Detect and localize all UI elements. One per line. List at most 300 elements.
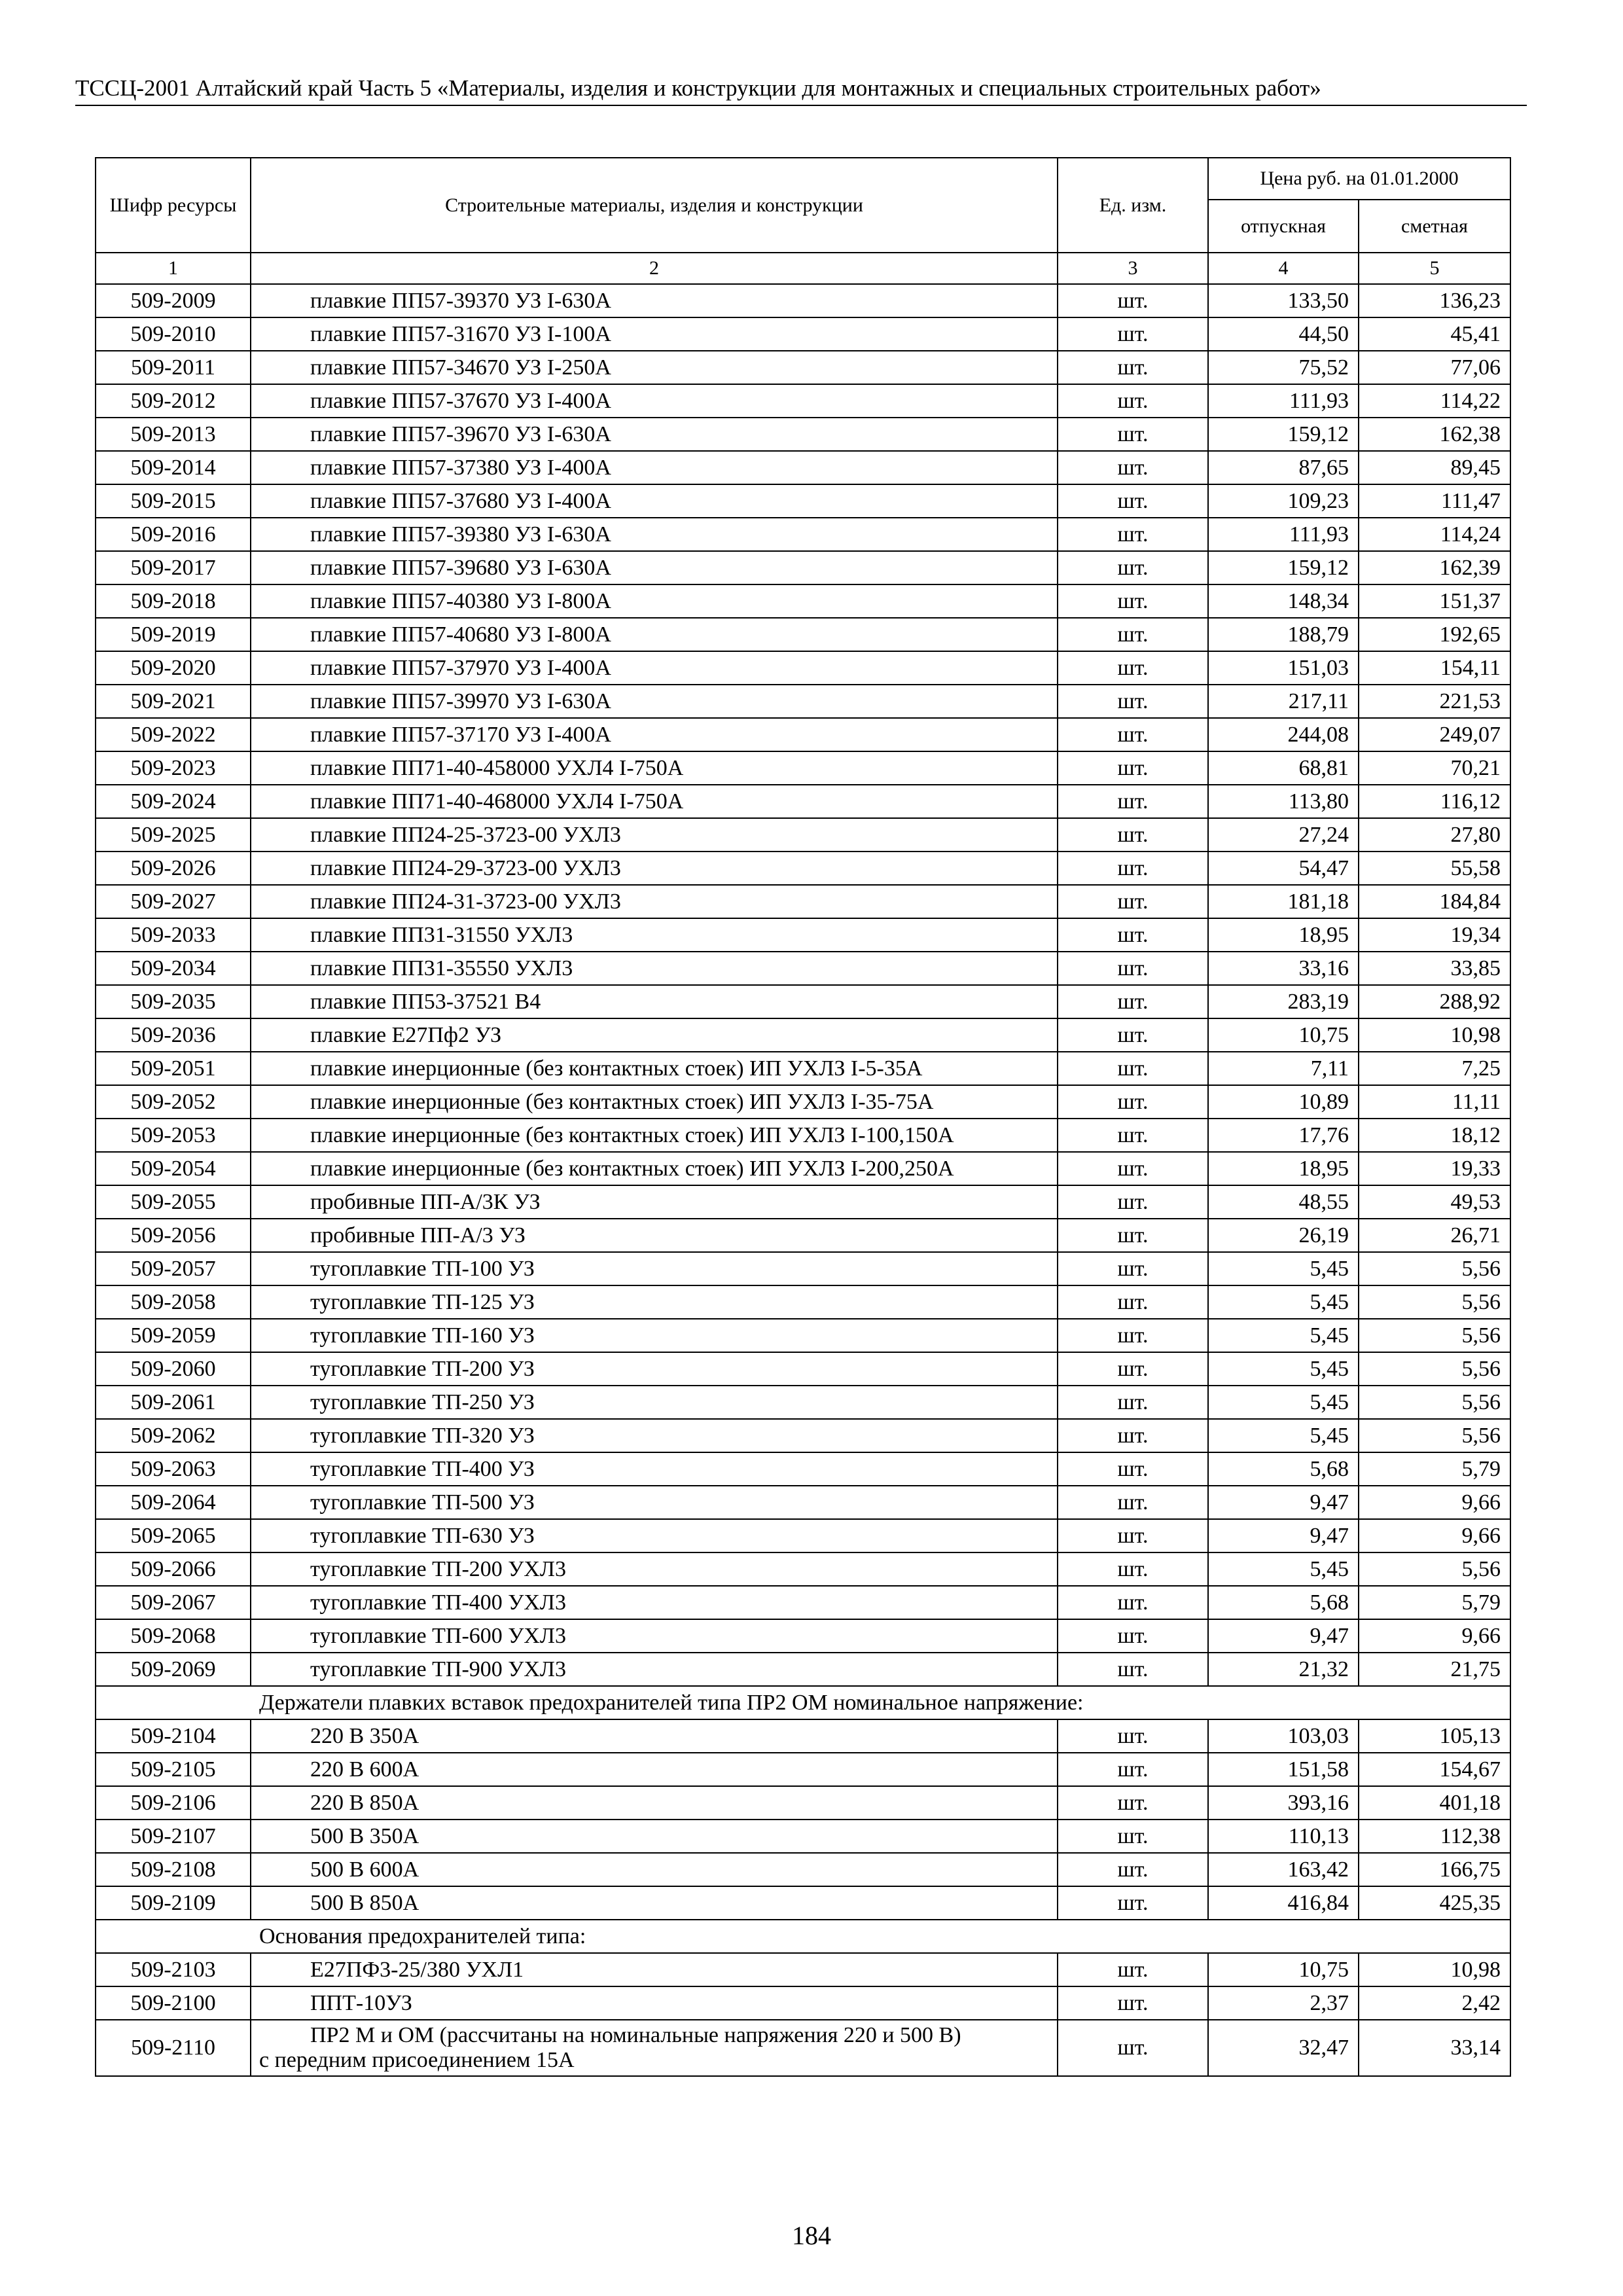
row-name: плавкие ПП57-40380 УЗ I-800А — [251, 584, 1058, 618]
table-row — [96, 1319, 1510, 1352]
row-price-release: 5,45 — [1208, 1352, 1359, 1386]
row-unit: шт. — [1058, 584, 1208, 618]
table-row — [96, 918, 1510, 952]
row-unit: шт. — [1058, 1886, 1208, 1920]
row-price-release: 9,47 — [1208, 1619, 1359, 1653]
row-unit: шт. — [1058, 1018, 1208, 1052]
row-price-release: 33,16 — [1208, 952, 1359, 985]
row-name: плавкие инерционные (без контактных стоек) ИП УХЛЗ I-35-75А — [251, 1085, 1058, 1119]
row-price-release: 151,03 — [1208, 651, 1359, 685]
row-price-estimate: 221,53 — [1359, 685, 1510, 718]
row-code: 509-2100 — [96, 1986, 251, 2020]
row-price-estimate: 18,12 — [1359, 1119, 1510, 1152]
row-code: 509-2021 — [96, 685, 251, 718]
table-row — [96, 584, 1510, 618]
row-code: 509-2067 — [96, 1586, 251, 1619]
row-name: плавкие ПП53-37521 В4 — [251, 985, 1058, 1018]
row-price-estimate: 19,34 — [1359, 918, 1510, 952]
row-code: 509-2059 — [96, 1319, 251, 1352]
row-name: тугоплавкие ТП-400 УХЛ3 — [251, 1586, 1058, 1619]
row-code: 509-2010 — [96, 317, 251, 351]
row-name: плавкие ПП57-37380 УЗ I-400А — [251, 451, 1058, 484]
row-price-estimate: 89,45 — [1359, 451, 1510, 484]
row-price-release: 148,34 — [1208, 584, 1359, 618]
row-unit: шт. — [1058, 1119, 1208, 1152]
row-code: 509-2062 — [96, 1419, 251, 1452]
row-price-release: 18,95 — [1208, 1152, 1359, 1185]
page-number: 184 — [792, 2221, 831, 2250]
row-price-estimate: 77,06 — [1359, 351, 1510, 384]
row-code: 509-2011 — [96, 351, 251, 384]
row-unit: шт. — [1058, 451, 1208, 484]
row-price-release: 17,76 — [1208, 1119, 1359, 1152]
base-rows — [96, 1953, 1510, 2020]
table-row — [96, 317, 1510, 351]
column-number: 4 — [1208, 253, 1359, 284]
row-price-estimate: 154,11 — [1359, 651, 1510, 685]
row-unit: шт. — [1058, 751, 1208, 785]
header-price-group: Цена руб. на 01.01.2000 — [1208, 158, 1510, 200]
row-price-release: 217,11 — [1208, 685, 1359, 718]
table-row — [96, 1552, 1510, 1586]
table-row — [96, 1786, 1510, 1820]
row-price-estimate: 401,18 — [1359, 1786, 1510, 1820]
row-price-estimate: 105,13 — [1359, 1719, 1510, 1753]
table-row — [96, 551, 1510, 584]
row-name-line: ПР2 М и ОМ (рассчитаны на номинальные напряжения 220 и 500 В) — [310, 2023, 961, 2047]
row-price-estimate: 5,56 — [1359, 1319, 1510, 1352]
row-price-release: 393,16 — [1208, 1786, 1359, 1820]
row-code: 509-2035 — [96, 985, 251, 1018]
row-price-release: 159,12 — [1208, 418, 1359, 451]
table-row — [96, 1252, 1510, 1285]
row-name: плавкие ПП31-35550 УХЛ3 — [251, 952, 1058, 985]
row-name: пробивные ПП-А/3 УЗ — [251, 1219, 1058, 1252]
row-unit: шт. — [1058, 1386, 1208, 1419]
row-name: ППТ-10УЗ — [251, 1986, 1058, 2020]
bases-section — [96, 1920, 1510, 1953]
row-price-estimate: 5,79 — [1359, 1586, 1510, 1619]
row-price-release: 110,13 — [1208, 1820, 1359, 1853]
row-price-release: 151,58 — [1208, 1753, 1359, 1786]
row-price-release: 5,45 — [1208, 1419, 1359, 1452]
row-code: 509-2069 — [96, 1653, 251, 1686]
row-code: 509-2025 — [96, 818, 251, 852]
row-name: тугоплавкие ТП-500 УЗ — [251, 1486, 1058, 1519]
row-name: тугоплавкие ТП-200 УЗ — [251, 1352, 1058, 1386]
row-unit: шт. — [1058, 1152, 1208, 1185]
row-code: 509-2019 — [96, 618, 251, 651]
row-code: 509-2014 — [96, 451, 251, 484]
row-code: 509-2107 — [96, 1820, 251, 1853]
row-unit: шт. — [1058, 785, 1208, 818]
row-unit: шт. — [1058, 1786, 1208, 1820]
table-header-row — [96, 158, 1510, 200]
row-unit: шт. — [1058, 418, 1208, 451]
row-unit: шт. — [1058, 1753, 1208, 1786]
row-unit: шт. — [1058, 952, 1208, 985]
row-code: 509-2061 — [96, 1386, 251, 1419]
row-code: 509-2068 — [96, 1619, 251, 1653]
row-code: 509-2026 — [96, 852, 251, 885]
table-row — [96, 518, 1510, 551]
section-title: Основания предохранителей типа: — [96, 1920, 1510, 1953]
row-price-release: 113,80 — [1208, 785, 1359, 818]
column-number: 3 — [1058, 253, 1208, 284]
holder-rows — [96, 1719, 1510, 1920]
row-name: плавкие инерционные (без контактных стоек) ИП УХЛЗ I-100,150А — [251, 1119, 1058, 1152]
row-price-estimate: 10,98 — [1359, 1018, 1510, 1052]
row-unit: шт. — [1058, 1185, 1208, 1219]
row-name: Е27ПФ3-25/380 УХЛ1 — [251, 1953, 1058, 1986]
table-row — [96, 1853, 1510, 1886]
table-row — [96, 685, 1510, 718]
row-price-release: 27,24 — [1208, 818, 1359, 852]
row-unit: шт. — [1058, 484, 1208, 518]
row-price-estimate: 114,24 — [1359, 518, 1510, 551]
row-price-estimate: 162,39 — [1359, 551, 1510, 584]
row-unit: шт. — [1058, 852, 1208, 885]
row-price-release: 159,12 — [1208, 551, 1359, 584]
row-price-release: 9,47 — [1208, 1519, 1359, 1552]
row-unit: шт. — [1058, 1419, 1208, 1452]
row-unit: шт. — [1058, 1486, 1208, 1519]
row-price-estimate: 5,56 — [1359, 1552, 1510, 1586]
row-price-estimate: 11,11 — [1359, 1085, 1510, 1119]
row-code: 509-2024 — [96, 785, 251, 818]
column-number: 2 — [251, 253, 1058, 284]
table-row — [96, 1119, 1510, 1152]
table-row — [96, 1753, 1510, 1786]
table-row — [96, 2020, 1510, 2076]
row-code: 509-2103 — [96, 1953, 251, 1986]
row-code: 509-2013 — [96, 418, 251, 451]
table-row — [96, 284, 1510, 317]
row-price-estimate: 9,66 — [1359, 1519, 1510, 1552]
row-price-estimate: 9,66 — [1359, 1619, 1510, 1653]
row-name: 220 В 350А — [251, 1719, 1058, 1753]
row-price-release: 75,52 — [1208, 351, 1359, 384]
row-unit: шт. — [1058, 1986, 1208, 2020]
column-number: 1 — [96, 253, 251, 284]
row-name: 500 В 350А — [251, 1820, 1058, 1853]
row-name: 220 В 850А — [251, 1786, 1058, 1820]
row-price-estimate: 136,23 — [1359, 284, 1510, 317]
row-unit: шт. — [1058, 918, 1208, 952]
row-price-release: 44,50 — [1208, 317, 1359, 351]
table-row — [96, 351, 1510, 384]
row-name: плавкие инерционные (без контактных стоек) ИП УХЛЗ I-5-35А — [251, 1052, 1058, 1085]
row-price-estimate: 111,47 — [1359, 484, 1510, 518]
row-unit: шт. — [1058, 351, 1208, 384]
row-code: 509-2064 — [96, 1486, 251, 1519]
row-price-estimate: 116,12 — [1359, 785, 1510, 818]
row-price-release: 109,23 — [1208, 484, 1359, 518]
row-price-release: 10,75 — [1208, 1018, 1359, 1052]
row-unit: шт. — [1058, 1719, 1208, 1753]
row-code: 509-2066 — [96, 1552, 251, 1586]
row-code: 509-2053 — [96, 1119, 251, 1152]
row-price-release: 111,93 — [1208, 384, 1359, 418]
row-code: 509-2017 — [96, 551, 251, 584]
row-code: 509-2060 — [96, 1352, 251, 1386]
row-code: 509-2057 — [96, 1252, 251, 1285]
row-unit: шт. — [1058, 685, 1208, 718]
row-code: 509-2063 — [96, 1452, 251, 1486]
table-row — [96, 1152, 1510, 1185]
row-unit: шт. — [1058, 1319, 1208, 1352]
row-name: тугоплавкие ТП-600 УХЛ3 — [251, 1619, 1058, 1653]
row-price-estimate: 114,22 — [1359, 384, 1510, 418]
row-price-release: 26,19 — [1208, 1219, 1359, 1252]
row-name: пробивные ПП-А/3К УЗ — [251, 1185, 1058, 1219]
row-name: тугоплавкие ТП-250 УЗ — [251, 1386, 1058, 1419]
row-code: 509-2108 — [96, 1853, 251, 1886]
row-code: 509-2022 — [96, 718, 251, 751]
row-code: 509-2055 — [96, 1185, 251, 1219]
table-row — [96, 1219, 1510, 1252]
last-row-group — [96, 2020, 1510, 2076]
row-price-estimate: 21,75 — [1359, 1653, 1510, 1686]
row-unit: шт. — [1058, 1586, 1208, 1619]
row-unit: шт. — [1058, 1352, 1208, 1386]
row-unit: шт. — [1058, 551, 1208, 584]
row-name: тугоплавкие ТП-160 УЗ — [251, 1319, 1058, 1352]
row-unit: шт. — [1058, 518, 1208, 551]
holders-section — [96, 1686, 1510, 1719]
row-price-release: 48,55 — [1208, 1185, 1359, 1219]
row-name: плавкие ПП57-39970 УЗ I-630А — [251, 685, 1058, 718]
row-name: тугоплавкие ТП-125 УЗ — [251, 1285, 1058, 1319]
table-row — [96, 1452, 1510, 1486]
row-price-estimate: 192,65 — [1359, 618, 1510, 651]
row-price-release: 5,45 — [1208, 1285, 1359, 1319]
row-name: плавкие ПП31-31550 УХЛ3 — [251, 918, 1058, 952]
table-row — [96, 952, 1510, 985]
row-name: плавкие ПП57-39670 УЗ I-630А — [251, 418, 1058, 451]
table-row — [96, 484, 1510, 518]
row-name: плавкие ПП57-37680 УЗ I-400А — [251, 484, 1058, 518]
row-price-release: 7,11 — [1208, 1052, 1359, 1085]
row-name: плавкие ПП57-37670 УЗ I-400А — [251, 384, 1058, 418]
fuse-rows — [96, 284, 1510, 1686]
row-price-estimate: 166,75 — [1359, 1853, 1510, 1886]
row-name: тугоплавкие ТП-630 УЗ — [251, 1519, 1058, 1552]
table-row — [96, 651, 1510, 685]
row-price-release: 5,45 — [1208, 1552, 1359, 1586]
row-code: 509-2104 — [96, 1719, 251, 1753]
row-price-release: 163,42 — [1208, 1853, 1359, 1886]
row-name: плавкие ПП57-39380 УЗ I-630А — [251, 518, 1058, 551]
row-unit: шт. — [1058, 317, 1208, 351]
row-code: 509-2054 — [96, 1152, 251, 1185]
row-price-estimate: 112,38 — [1359, 1820, 1510, 1853]
row-unit: шт. — [1058, 1953, 1208, 1986]
row-price-estimate: 162,38 — [1359, 418, 1510, 451]
header-price-estimate: сметная — [1359, 200, 1510, 253]
row-price-estimate: 5,56 — [1359, 1352, 1510, 1386]
row-unit: шт. — [1058, 885, 1208, 918]
row-price-estimate: 151,37 — [1359, 584, 1510, 618]
table-row — [96, 985, 1510, 1018]
table-row — [96, 1352, 1510, 1386]
header-price-release: отпускная — [1208, 200, 1359, 253]
row-unit: шт. — [1058, 985, 1208, 1018]
row-price-estimate: 2,42 — [1359, 1986, 1510, 2020]
row-unit: шт. — [1058, 1519, 1208, 1552]
row-code: 509-2056 — [96, 1219, 251, 1252]
running-header: ТССЦ-2001 Алтайский край Часть 5 «Материалы, изделия и конструкции для монтажных и специальных строительных работ» — [75, 73, 1527, 106]
table-row — [96, 1886, 1510, 1920]
row-name: плавкие ПП57-37170 УЗ I-400А — [251, 718, 1058, 751]
row-price-estimate: 184,84 — [1359, 885, 1510, 918]
table-row — [96, 1619, 1510, 1653]
row-price-release: 54,47 — [1208, 852, 1359, 885]
row-name: плавкие ПП71-40-468000 УХЛ4 I-750А — [251, 785, 1058, 818]
row-price-estimate: 425,35 — [1359, 1886, 1510, 1920]
row-price-estimate: 55,58 — [1359, 852, 1510, 885]
column-number: 5 — [1359, 253, 1510, 284]
row-name: плавкие инерционные (без контактных стоек) ИП УХЛЗ I-200,250А — [251, 1152, 1058, 1185]
row-name: плавкие ПП57-31670 УЗ I-100А — [251, 317, 1058, 351]
row-code: 509-2058 — [96, 1285, 251, 1319]
row-unit: шт. — [1058, 1085, 1208, 1119]
row-code: 509-2051 — [96, 1052, 251, 1085]
table-row — [96, 1018, 1510, 1052]
row-code: 509-2027 — [96, 885, 251, 918]
row-unit: шт. — [1058, 1653, 1208, 1686]
row-price-estimate: 26,71 — [1359, 1219, 1510, 1252]
row-name: плавкие ПП24-25-3723-00 УХЛ3 — [251, 818, 1058, 852]
table-row — [96, 1419, 1510, 1452]
row-name: плавкие ПП71-40-458000 УХЛ4 I-750А — [251, 751, 1058, 785]
row-code: 509-2034 — [96, 952, 251, 985]
row-unit: шт. — [1058, 1452, 1208, 1486]
row-price-estimate: 19,33 — [1359, 1152, 1510, 1185]
row-code: 509-2033 — [96, 918, 251, 952]
table-row — [96, 1719, 1510, 1753]
row-price-release: 2,37 — [1208, 1986, 1359, 2020]
row-unit: шт. — [1058, 384, 1208, 418]
row-name: 500 В 850А — [251, 1886, 1058, 1920]
row-unit: шт. — [1058, 1219, 1208, 1252]
row-name: плавкие ПП57-39370 УЗ I-630А — [251, 284, 1058, 317]
row-price-estimate: 249,07 — [1359, 718, 1510, 751]
row-name: тугоплавкие ТП-400 УЗ — [251, 1452, 1058, 1486]
header-unit: Ед. изм. — [1058, 158, 1208, 253]
row-price-release: 18,95 — [1208, 918, 1359, 952]
row-name — [251, 2020, 1058, 2076]
row-name: плавкие ПП57-34670 УЗ I-250А — [251, 351, 1058, 384]
table-row — [96, 852, 1510, 885]
row-price-release: 188,79 — [1208, 618, 1359, 651]
row-code: 509-2105 — [96, 1753, 251, 1786]
row-code: 509-2009 — [96, 284, 251, 317]
table-row — [96, 1986, 1510, 2020]
row-price-release: 21,32 — [1208, 1653, 1359, 1686]
row-price-estimate: 5,56 — [1359, 1419, 1510, 1452]
row-price-release: 10,75 — [1208, 1953, 1359, 1986]
row-name: плавкие ПП24-31-3723-00 УХЛ3 — [251, 885, 1058, 918]
row-name: тугоплавкие ТП-100 УЗ — [251, 1252, 1058, 1285]
section-title-row — [96, 1920, 1510, 1953]
row-price-estimate: 33,14 — [1359, 2020, 1510, 2076]
table-row — [96, 1953, 1510, 1986]
table-row — [96, 751, 1510, 785]
row-price-release: 5,68 — [1208, 1452, 1359, 1486]
row-name-line: с передним присоединением 15А — [259, 2048, 575, 2072]
row-code: 509-2023 — [96, 751, 251, 785]
table-row — [96, 1386, 1510, 1419]
table-row — [96, 384, 1510, 418]
section-title-row — [96, 1686, 1510, 1719]
row-name: тугоплавкие ТП-900 УХЛ3 — [251, 1653, 1058, 1686]
table-row — [96, 1586, 1510, 1619]
table-row — [96, 1185, 1510, 1219]
row-unit: шт. — [1058, 284, 1208, 317]
header-code: Шифр ресурсы — [96, 158, 251, 253]
row-price-estimate: 288,92 — [1359, 985, 1510, 1018]
table-row — [96, 1519, 1510, 1552]
row-unit: шт. — [1058, 651, 1208, 685]
row-unit: шт. — [1058, 818, 1208, 852]
row-unit: шт. — [1058, 718, 1208, 751]
row-price-release: 87,65 — [1208, 451, 1359, 484]
row-name: плавкие ПП57-39680 УЗ I-630А — [251, 551, 1058, 584]
price-table — [95, 157, 1511, 2077]
row-price-estimate: 70,21 — [1359, 751, 1510, 785]
row-unit: шт. — [1058, 1853, 1208, 1886]
row-price-release: 133,50 — [1208, 284, 1359, 317]
row-price-estimate: 7,25 — [1359, 1052, 1510, 1085]
row-price-estimate: 33,85 — [1359, 952, 1510, 985]
row-code: 509-2110 — [96, 2020, 251, 2076]
row-price-estimate: 5,56 — [1359, 1285, 1510, 1319]
row-code: 509-2020 — [96, 651, 251, 685]
row-price-release: 111,93 — [1208, 518, 1359, 551]
row-price-release: 9,47 — [1208, 1486, 1359, 1519]
table-row — [96, 1820, 1510, 1853]
row-price-release: 5,45 — [1208, 1252, 1359, 1285]
row-price-estimate: 49,53 — [1359, 1185, 1510, 1219]
table-row — [96, 718, 1510, 751]
table-row — [96, 1285, 1510, 1319]
row-price-estimate: 45,41 — [1359, 317, 1510, 351]
row-price-estimate: 10,98 — [1359, 1953, 1510, 1986]
row-code: 509-2016 — [96, 518, 251, 551]
table-row — [96, 1052, 1510, 1085]
section-title: Держатели плавких вставок предохранителей типа ПР2 ОМ номинальное напряжение: — [96, 1686, 1510, 1719]
row-name: плавкие Е27Пф2 УЗ — [251, 1018, 1058, 1052]
column-number-row — [96, 253, 1510, 284]
row-price-estimate: 9,66 — [1359, 1486, 1510, 1519]
row-name: плавкие ПП24-29-3723-00 УХЛ3 — [251, 852, 1058, 885]
row-price-estimate: 5,79 — [1359, 1452, 1510, 1486]
row-code: 509-2015 — [96, 484, 251, 518]
table-row — [96, 451, 1510, 484]
row-price-release: 68,81 — [1208, 751, 1359, 785]
row-price-release: 5,45 — [1208, 1386, 1359, 1419]
row-price-release: 181,18 — [1208, 885, 1359, 918]
row-price-release: 5,68 — [1208, 1586, 1359, 1619]
row-price-release: 103,03 — [1208, 1719, 1359, 1753]
row-name: тугоплавкие ТП-320 УЗ — [251, 1419, 1058, 1452]
row-price-estimate: 154,67 — [1359, 1753, 1510, 1786]
row-unit: шт. — [1058, 2020, 1208, 2076]
row-price-estimate: 5,56 — [1359, 1386, 1510, 1419]
row-price-estimate: 5,56 — [1359, 1252, 1510, 1285]
row-unit: шт. — [1058, 1552, 1208, 1586]
